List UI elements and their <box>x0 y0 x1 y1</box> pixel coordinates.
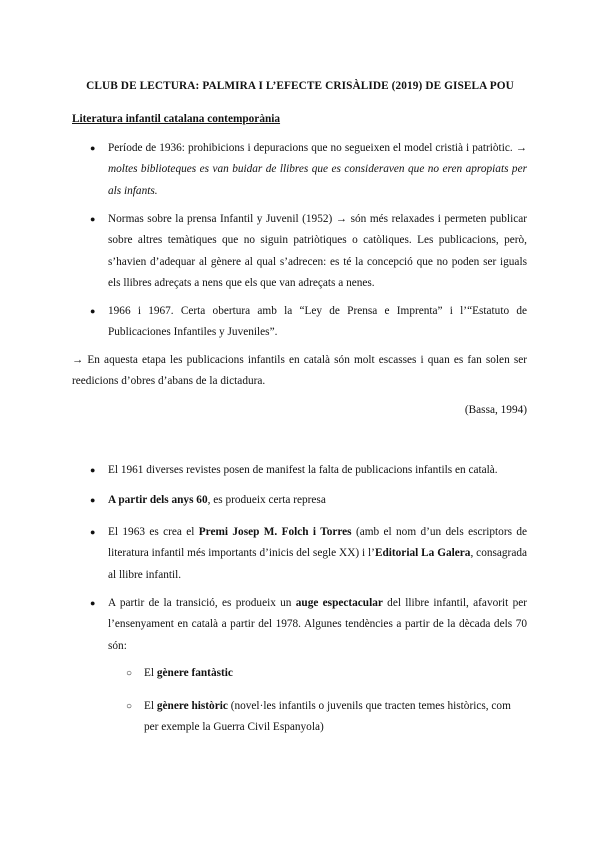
bullet-icon: ● <box>90 143 96 153</box>
document-title: CLUB DE LECTURA: PALMIRA I L’EFECTE CRISÀLIDE (2019) DE GISELA POU <box>86 80 514 92</box>
list-item: 1966 i 1967. Certa obertura amb la “Ley de Prensa e Imprenta” i l’“Estatuto de Publicaciones Infantiles y Juveniles”. <box>108 305 527 339</box>
bullet-icon: ● <box>90 527 96 537</box>
sub-bullet-icon: ○ <box>126 701 133 712</box>
summary-paragraph: → En aquesta etapa les publicacions infantils en català són molt escasses i quan es fan solen ser reedicions d’obres d’abans de la dictadura. <box>72 354 527 388</box>
sub-bullet-icon: ○ <box>126 668 133 679</box>
sub-list-item: El gènere fantàstic <box>144 667 233 679</box>
bullet-icon: ● <box>90 465 96 475</box>
bullet-icon: ● <box>90 495 96 505</box>
sub-list-item: El gènere històric (novel·les infantils o juvenils que tracten temes històrics, com per exemple la Guerra Civil Espanyola) <box>144 700 511 734</box>
bullet-icon: ● <box>90 306 96 316</box>
list-item: A partir de la transició, es produeix un auge espectacular del llibre infantil, afavorit per l’ensenyament en català a partir del 1978. Algunes tendències a partir de la dècada dels 70 són: <box>108 597 528 652</box>
bullet-icon: ● <box>90 214 96 224</box>
section-heading: Literatura infantil catalana contemporània <box>72 113 281 125</box>
list-item: Normas sobre la prensa Infantil y Juvenil (1952) → són més relaxades i permeten publicar sobre altres temàtiques que no siguin patriòtiques o catòliques. Les publicacions, però, s’havien d’adequar al gènere al qual s’adrecen: es té la concepció que no poden ser iguals els llibres adreçats a nens que els que van adreçats a nenes. <box>108 213 527 289</box>
list-item: A partir dels anys 60, es produeix certa represa <box>108 494 326 506</box>
citation: (Bassa, 1994) <box>464 404 527 416</box>
list-item: Període de 1936: prohibicions i depuracions que no segueixen el model cristià i patriòtic. → moltes biblioteques es van buidar de llibres que es consideraven que no eren apropiats per als infants. <box>108 142 527 197</box>
list-item: El 1963 es crea el Premi Josep M. Folch i Torres (amb el nom d’un dels escriptors de literatura infantil més importants d’inicis del segle XX) i l’Editorial La Galera, consagrada al llibre infantil. <box>108 526 527 581</box>
bullet-icon: ● <box>90 598 96 608</box>
list-item: El 1961 diverses revistes posen de manifest la falta de publicacions infantils en català. <box>108 464 498 476</box>
